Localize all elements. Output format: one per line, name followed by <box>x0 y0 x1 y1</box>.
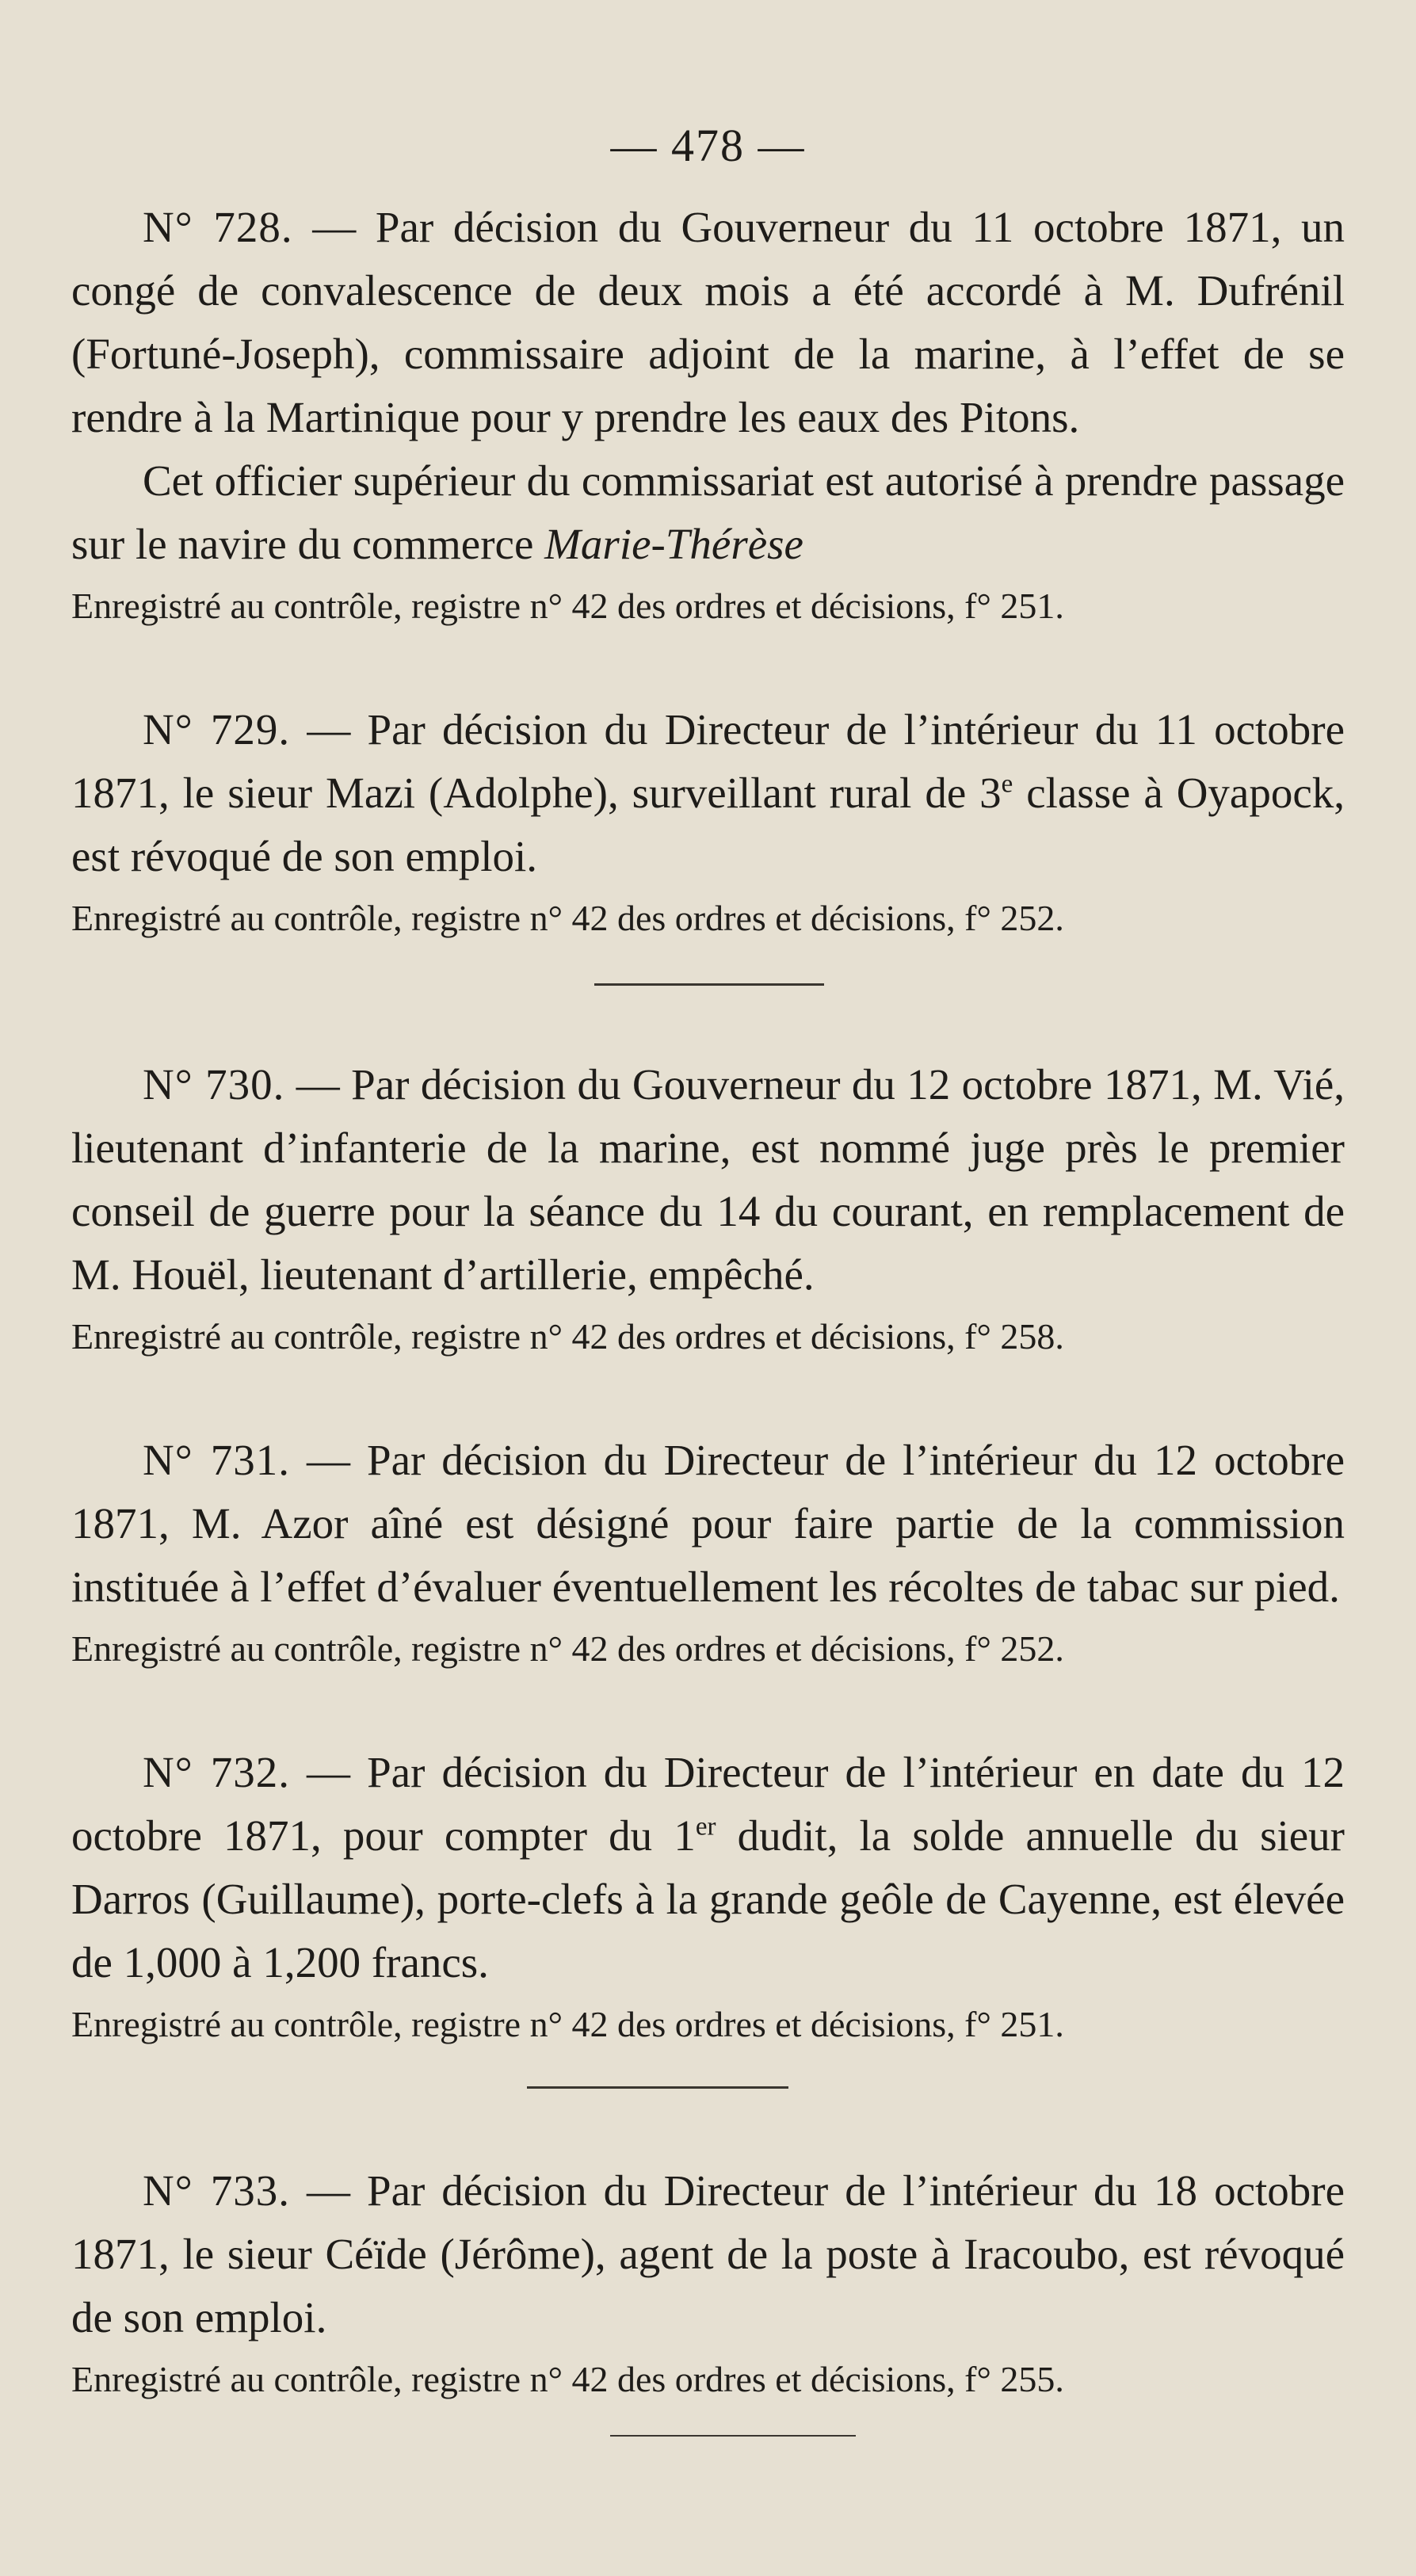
entry-number: N° 733. <box>143 2166 290 2215</box>
entry-text-end: classe à Oyapock, est révoqué de son emploi. <box>71 769 1345 880</box>
entry-729 <box>71 698 1345 942</box>
entry-732 <box>71 1741 1345 2048</box>
first-ordinal: 1 <box>674 1811 696 1860</box>
entry-733 <box>71 2159 1345 2403</box>
entry-text: — Par décision du Gouverneur du 12 octobre 1871, M. Vié, lieutenant d’infanterie de la marine, est nommé juge près le premier conseil de guerre pour la séance du 14 du courant, en remplacement de M. Houël, lieutenant d’artillerie, empêché. <box>71 1060 1345 1299</box>
entry-730 <box>71 1053 1345 1361</box>
registry-note: Enregistré au contrôle, registre n° 42 des ordres et décisions, f° 252. <box>71 898 1064 938</box>
entry-text: — Par décision du Directeur de l’intérieur du 11 octobre 1871, le sieur Mazi (Adolphe), surveillant rural de <box>71 705 1345 817</box>
spacer <box>71 630 1345 698</box>
first-ordinal-sup: er <box>695 1812 716 1841</box>
registry-note: Enregistré au contrôle, registre n° 42 des ordres et décisions, f° 255. <box>71 2359 1064 2399</box>
entry-728 <box>71 196 1345 630</box>
separator <box>71 2048 1345 2159</box>
separator <box>71 942 1345 1053</box>
page-number: — 478 — <box>610 120 806 171</box>
entry-text-end: dudit, la solde annuelle du sieur Darros (Guillaume), porte-clefs à la grande geôle de Cayenne, est élevée de 1,000 à 1,200 francs. <box>71 1811 1345 1986</box>
spacer <box>71 1361 1345 1429</box>
entry-text: — Par décision du Gouverneur du 11 octobre 1871, un congé de convalescence de deux mois a été accordé à M. Dufrénil (Fortuné-Joseph), commissaire adjoint de la marine, à l’effet de se rendre à la Martinique pour y prendre les eaux des Pitons. <box>71 203 1345 441</box>
separator-rule <box>610 2435 856 2437</box>
entry-paragraph <box>71 2159 1345 2349</box>
entry-text: Cet officier supérieur du commissariat est autorisé à prendre passage sur le navire du commerce <box>71 456 1345 568</box>
entry-paragraph-continued <box>71 449 1345 576</box>
entry-number: N° 731. <box>143 1436 290 1484</box>
registry-note: Enregistré au contrôle, registre n° 42 des ordres et décisions, f° 251. <box>71 2004 1064 2044</box>
entry-text: — Par décision du Directeur de l’intérieur du 18 octobre 1871, le sieur Céïde (Jérôme), agent de la poste à Iracoubo, est révoqué de son emploi. <box>71 2166 1345 2341</box>
registry-note: Enregistré au contrôle, registre n° 42 des ordres et décisions, f° 252. <box>71 1628 1064 1669</box>
separator-rule <box>527 2086 788 2089</box>
separator <box>71 2403 1345 2514</box>
registry-note: Enregistré au contrôle, registre n° 42 des ordres et décisions, f° 251. <box>71 586 1064 626</box>
entry-text: — Par décision du Directeur de l’intérieur du 12 octobre 1871, M. Azor aîné est désigné pour faire partie de la commission instituée à l’effet d’évaluer éventuellement les récoltes de tabac sur pied. <box>71 1436 1345 1611</box>
entry-paragraph <box>71 196 1345 449</box>
spacer <box>71 1673 1345 1741</box>
entry-731 <box>71 1429 1345 1673</box>
ship-name: Marie-Thérèse <box>544 520 803 568</box>
entry-paragraph <box>71 1053 1345 1307</box>
entry-number: N° 728. <box>143 203 293 251</box>
class-ordinal: 3 <box>979 769 1002 817</box>
entry-number: N° 732. <box>143 1748 291 1796</box>
entry-paragraph <box>71 1429 1345 1619</box>
entry-number: N° 729. <box>143 705 291 754</box>
entry-text: — Par décision du Directeur de l’intérieur en date du 12 octobre 1871, pour compter du <box>71 1748 1345 1860</box>
entry-number: N° 730. <box>143 1060 285 1109</box>
entry-paragraph <box>71 1741 1345 1994</box>
class-ordinal-sup: e <box>1001 769 1013 799</box>
registry-note: Enregistré au contrôle, registre n° 42 des ordres et décisions, f° 258. <box>71 1316 1064 1357</box>
separator-rule <box>594 983 824 986</box>
entry-paragraph <box>71 698 1345 888</box>
